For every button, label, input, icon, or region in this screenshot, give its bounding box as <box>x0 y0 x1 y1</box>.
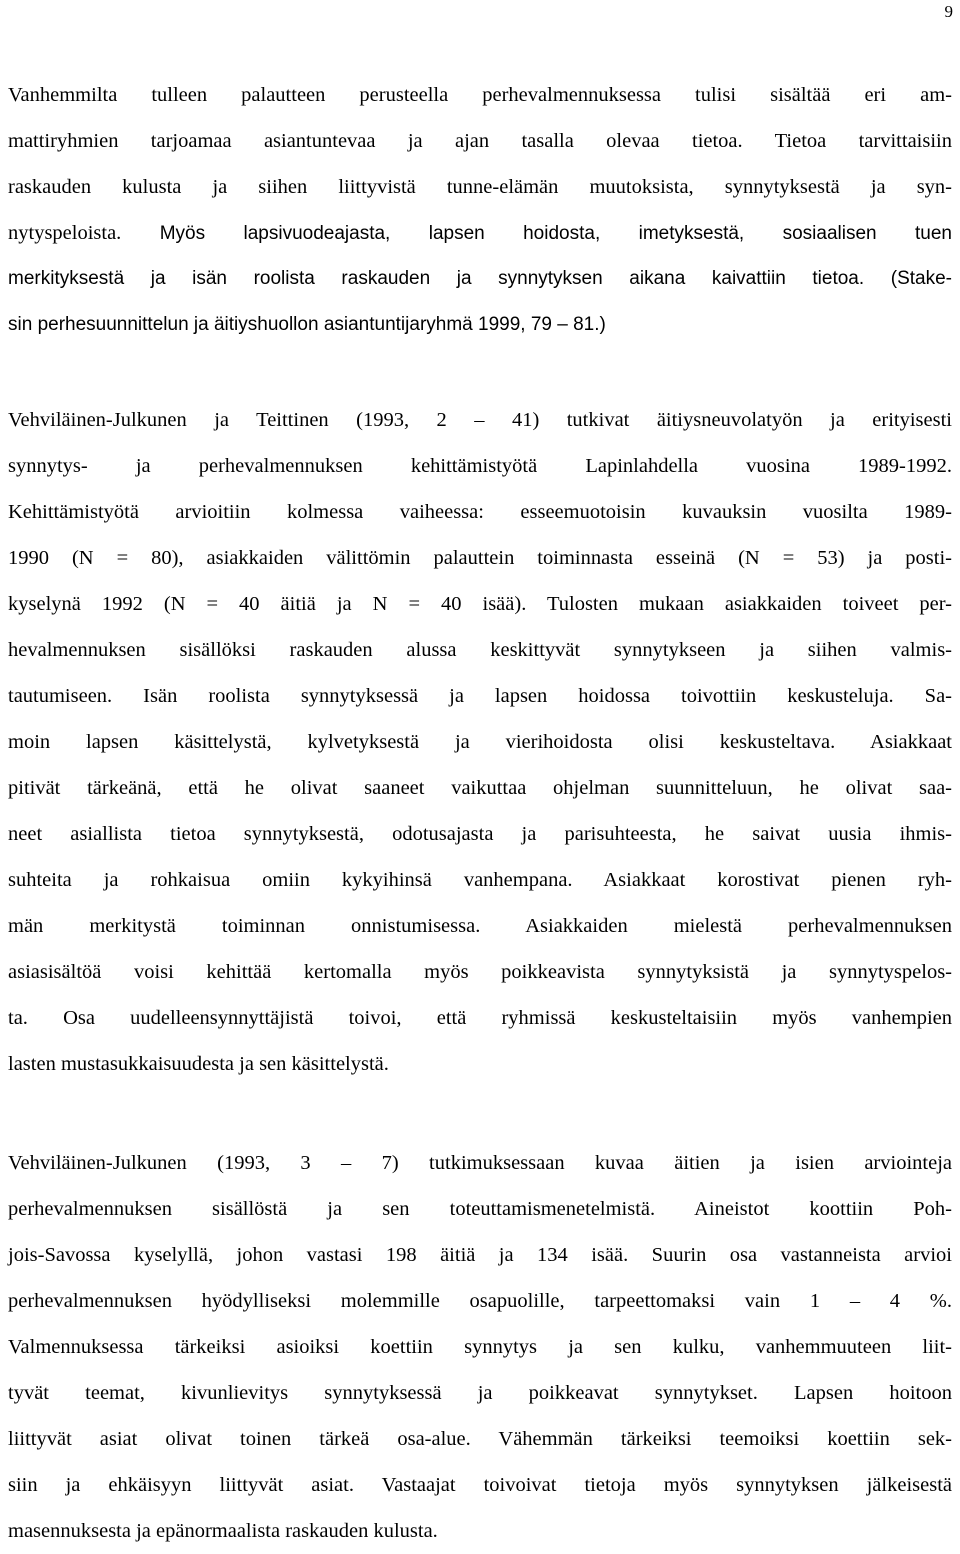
text-line: perhevalmennuksen sisällöstä ja sen toteuttamismenetelmistä. Aineistot koottiin Poh- <box>8 1198 952 1220</box>
text-line: män merkitystä toiminnan onnistumisessa. Asiakkaiden mielestä perhevalmennuksen <box>8 915 952 937</box>
text-segment-serif: nytyspeloista. <box>8 222 122 244</box>
text-line: Vehviläinen-Julkunen ja Teittinen (1993, 2 – 41) tutkivat äitiysneuvolatyön ja erityisesti <box>8 409 952 431</box>
paragraph-1 <box>8 72 952 348</box>
text-line: sin perhesuunnittelun ja äitiyshuollon asiantuntijaryhmä 1999, 79 – 81.) <box>8 314 606 335</box>
text-line: kyselynä 1992 (N = 40 äitiä ja N = 40 isää). Tulosten mukaan asiakkaiden toiveet per- <box>8 593 952 615</box>
text-line: 1990 (N = 80), asiakkaiden välittömin palauttein toiminnasta esseinä (N = 53) ja posti- <box>8 547 952 569</box>
paragraph-3 <box>8 1140 952 1554</box>
text-line: hevalmennuksen sisällöksi raskauden alussa keskittyvät synnytykseen ja siihen valmis- <box>8 639 952 661</box>
sans-text-block <box>8 256 952 348</box>
text-line: Kehittämistyötä arvioitiin kolmessa vaiheessa: esseemuotoisin kuvauksin vuosilta 1989- <box>8 501 952 523</box>
text-line: Valmennuksessa tärkeiksi asioiksi koettiin synnytys ja sen kulku, vanhemmuuteen liit- <box>8 1336 952 1358</box>
text-line: suhteita ja rohkaisua omiin kykyihinsä vanhempana. Asiakkaat korostivat pienen ryh- <box>8 869 952 891</box>
text-line: pitivät tärkeänä, että he olivat saaneet vaikuttaa ohjelman suunnitteluun, he olivat saa- <box>8 777 952 799</box>
text-line: Vehviläinen-Julkunen (1993, 3 – 7) tutkimuksessaan kuvaa äitien ja isien arviointeja <box>8 1152 952 1174</box>
text-line: liittyvät asiat olivat toinen tärkeä osa-alue. Vähemmän tärkeiksi teemoiksi koettiin sek- <box>8 1428 952 1450</box>
text-line: Vanhemmilta tulleen palautteen perusteella perhevalmennuksessa tulisi sisältää eri am- <box>8 84 952 106</box>
text-line: siin ja ehkäisyyn liittyvät asiat. Vastaajat toivoivat tietoja myös synnytyksen jälkeisestä <box>8 1474 952 1496</box>
page-number: 9 <box>944 2 953 21</box>
text-segment-sans: Myös lapsivuodeajasta, lapsen hoidosta, imetyksestä, sosiaalisen tuen <box>121 223 952 244</box>
text-line: moin lapsen käsittelystä, kylvetyksestä ja vierihoidosta olisi keskusteltava. Asiakkaat <box>8 731 952 753</box>
text-line-mixed <box>8 210 952 256</box>
text-line: masennuksesta ja epänormaalista raskauden kulusta. <box>8 1520 438 1542</box>
text-line: lasten mustasukkaisuudesta ja sen käsittelystä. <box>8 1053 389 1075</box>
text-line: asiasisältöä voisi kehittää kertomalla myös poikkeavista synnytyksistä ja synnytyspelos- <box>8 961 952 983</box>
text-line: raskauden kulusta ja siihen liittyvistä tunne-elämän muutoksista, synnytyksestä ja syn- <box>8 176 952 198</box>
text-line: merkityksestä ja isän roolista raskauden ja synnytyksen aikana kaivattiin tietoa. (Stake- <box>8 268 952 289</box>
paragraph-2 <box>8 397 952 1087</box>
text-line: ta. Osa uudelleensynnyttäjistä toivoi, että ryhmissä keskusteltaisiin myös vanhempien <box>8 1007 952 1029</box>
text-line: neet asiallista tietoa synnytyksestä, odotusajasta ja parisuhteesta, he saivat uusia ihmis- <box>8 823 952 845</box>
text-line: jois-Savossa kyselyllä, johon vastasi 198 äitiä ja 134 isää. Suurin osa vastanneista arvioi <box>8 1244 952 1266</box>
text-line: tyvät teemat, kivunlievitys synnytyksessä ja poikkeavat synnytykset. Lapsen hoitoon <box>8 1382 952 1404</box>
text-line: synnytys- ja perhevalmennuksen kehittämistyötä Lapinlahdella vuosina 1989-1992. <box>8 455 952 477</box>
text-line: mattiryhmien tarjoamaa asiantuntevaa ja ajan tasalla olevaa tietoa. Tietoa tarvittaisiin <box>8 130 952 152</box>
text-line: tautumiseen. Isän roolista synnytyksessä ja lapsen hoidossa toivottiin keskusteluja. Sa- <box>8 685 952 707</box>
text-line: perhevalmennuksen hyödylliseksi molemmille osapuolille, tarpeettomaksi vain 1 – 4 %. <box>8 1290 952 1312</box>
